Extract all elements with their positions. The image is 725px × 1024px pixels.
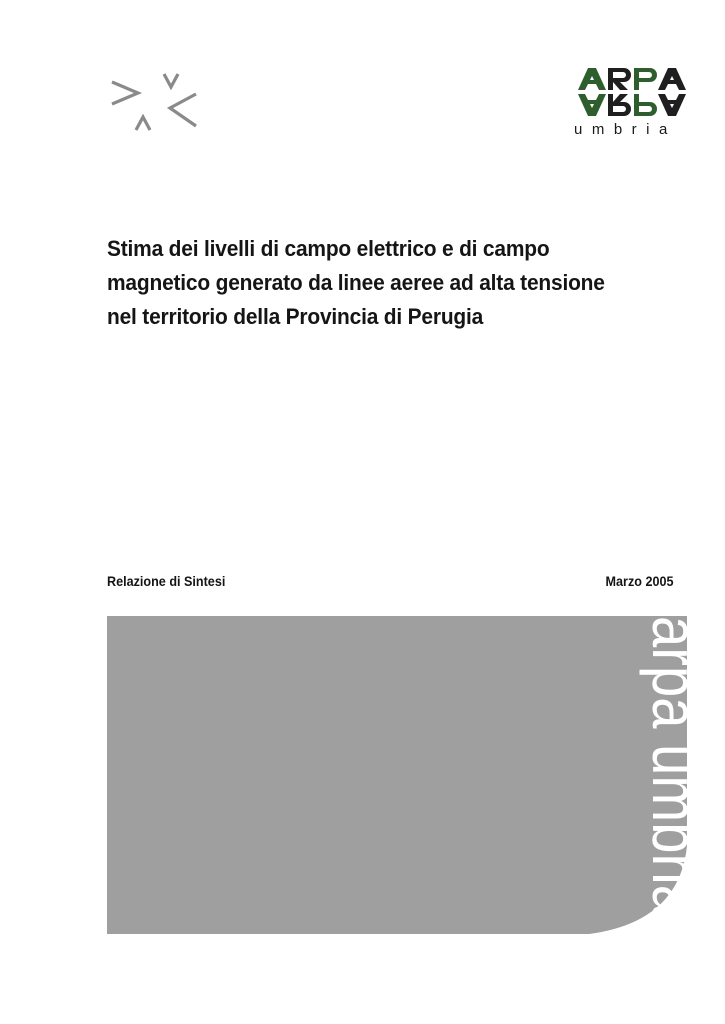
report-type: Relazione di Sintesi xyxy=(107,573,226,589)
gray-panel-shape xyxy=(107,616,687,934)
chevron-logo-icon xyxy=(108,70,200,134)
title-line: magnetico generato da linee aeree ad alta tensione xyxy=(107,270,605,295)
watermark-text: arpa umbria xyxy=(639,616,711,958)
document-title xyxy=(107,232,665,334)
title-line: Stima dei livelli di campo elettrico e di campo xyxy=(107,236,550,261)
arpa-logo-mark xyxy=(574,66,692,118)
logo-subtitle: umbria xyxy=(574,121,677,138)
title-line: nel territorio della Provincia di Perugia xyxy=(107,304,484,329)
arpa-umbria-logo xyxy=(574,66,692,142)
report-date: Marzo 2005 xyxy=(605,573,673,589)
cover-panel xyxy=(107,616,711,958)
